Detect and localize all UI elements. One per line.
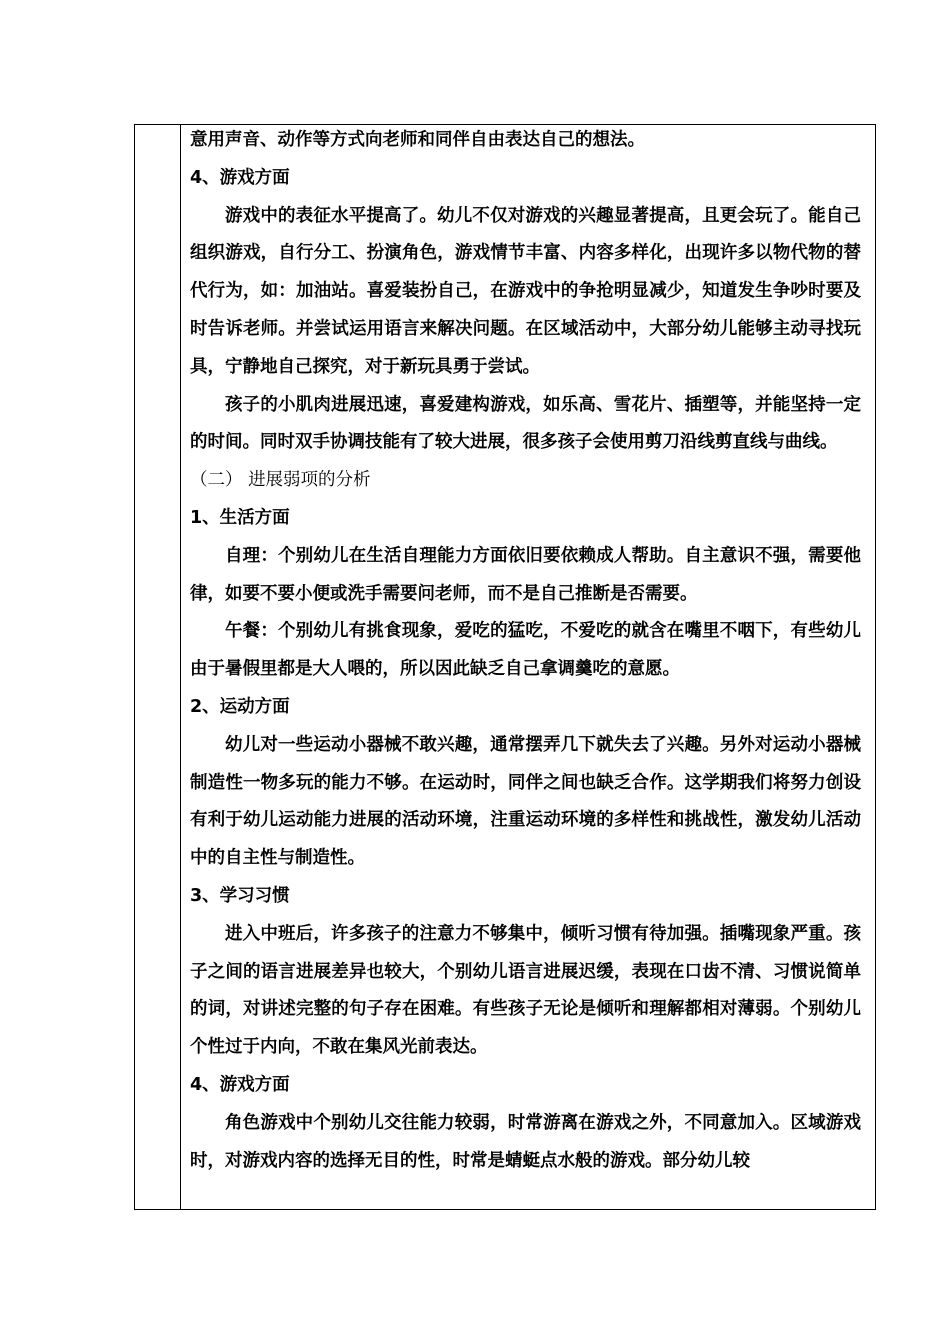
paragraph-self-care: 自理：个别幼儿在生活自理能力方面依旧要依赖成人帮助。自主意识不强，需要他律，如要不要小便或洗手需要问老师，而不是自己推断是否需要。 [190, 545, 861, 604]
heading-learning-habits: 3、学习习惯 [190, 885, 290, 906]
heading-sports: 2、运动方面 [190, 696, 290, 717]
heading-games-weakness: 4、游戏方面 [190, 1074, 290, 1095]
paragraph-games-weakness: 角色游戏中个别幼儿交往能力较弱，时常游离在游戏之外，不同意加入。区域游戏时，对游戏内容的选择无目的性，时常是蜻蜓点水般的游戏。部分幼儿较 [190, 1112, 861, 1171]
paragraph-games-representation: 游戏中的表征水平提高了。幼儿不仅对游戏的兴趣显著提高，且更会玩了。能自己组织游戏，自行分工、扮演角色，游戏情节丰富、内容多样化，出现许多以物代物的替代行为，如：加油站。喜爱装扮自己，在游戏中的争抢明显减少，知道发生争吵时要及时告诉老师。并尝试运用语言来解决问题。在区域活动中，大部分幼儿能够主动寻找玩具，宁静地自己探究，对于新玩具勇于尝试。 [190, 205, 861, 377]
subheading-weakness-analysis: （二） 进展弱项的分析 [190, 470, 371, 491]
table-left-column [135, 125, 181, 1209]
heading-life: 1、生活方面 [190, 507, 290, 528]
paragraph-lunch: 午餐：个别幼儿有挑食现象，爱吃的猛吃，不爱吃的就含在嘴里不咽下，有些幼儿由于暑假里都是大人喂的，所以因此缺乏自己拿调羹吃的意愿。 [190, 621, 861, 680]
heading-games: 4、游戏方面 [190, 167, 290, 188]
paragraph-fine-motor: 孩子的小肌肉进展迅速，喜爱建构游戏，如乐高、雪花片、插塑等，并能坚持一定的时间。同时双手协调技能有了较大进展，很多孩子会使用剪刀沿线剪直线与曲线。 [190, 394, 861, 453]
paragraph-sports: 幼儿对一些运动小器械不敢兴趣，通常摆弄几下就失去了兴趣。另外对运动小器械制造性一物多玩的能力不够。在运动时，同伴之间也缺乏合作。这学期我们将努力创设有利于幼儿运动能力进展的活动环境，注重运动环境的多样性和挑战性，激发幼儿活动中的自主性与制造性。 [190, 734, 861, 869]
document-table [134, 124, 876, 1210]
paragraph-learning-habits: 进入中班后，许多孩子的注意力不够集中，倾听习惯有待加强。插嘴现象严重。孩子之间的语言进展差异也较大，个别幼儿语言进展迟缓，表现在口齿不清、习惯说简单的词，对讲述完整的句子存在困难。有些孩子无论是倾听和理解都相对薄弱。个别幼儿个性过于内向，不敢在集风光前表达。 [190, 923, 861, 1058]
table-content-cell [181, 125, 875, 1209]
paragraph-continuation: 意用声音、动作等方式向老师和同伴自由表达自己的想法。 [190, 130, 645, 150]
